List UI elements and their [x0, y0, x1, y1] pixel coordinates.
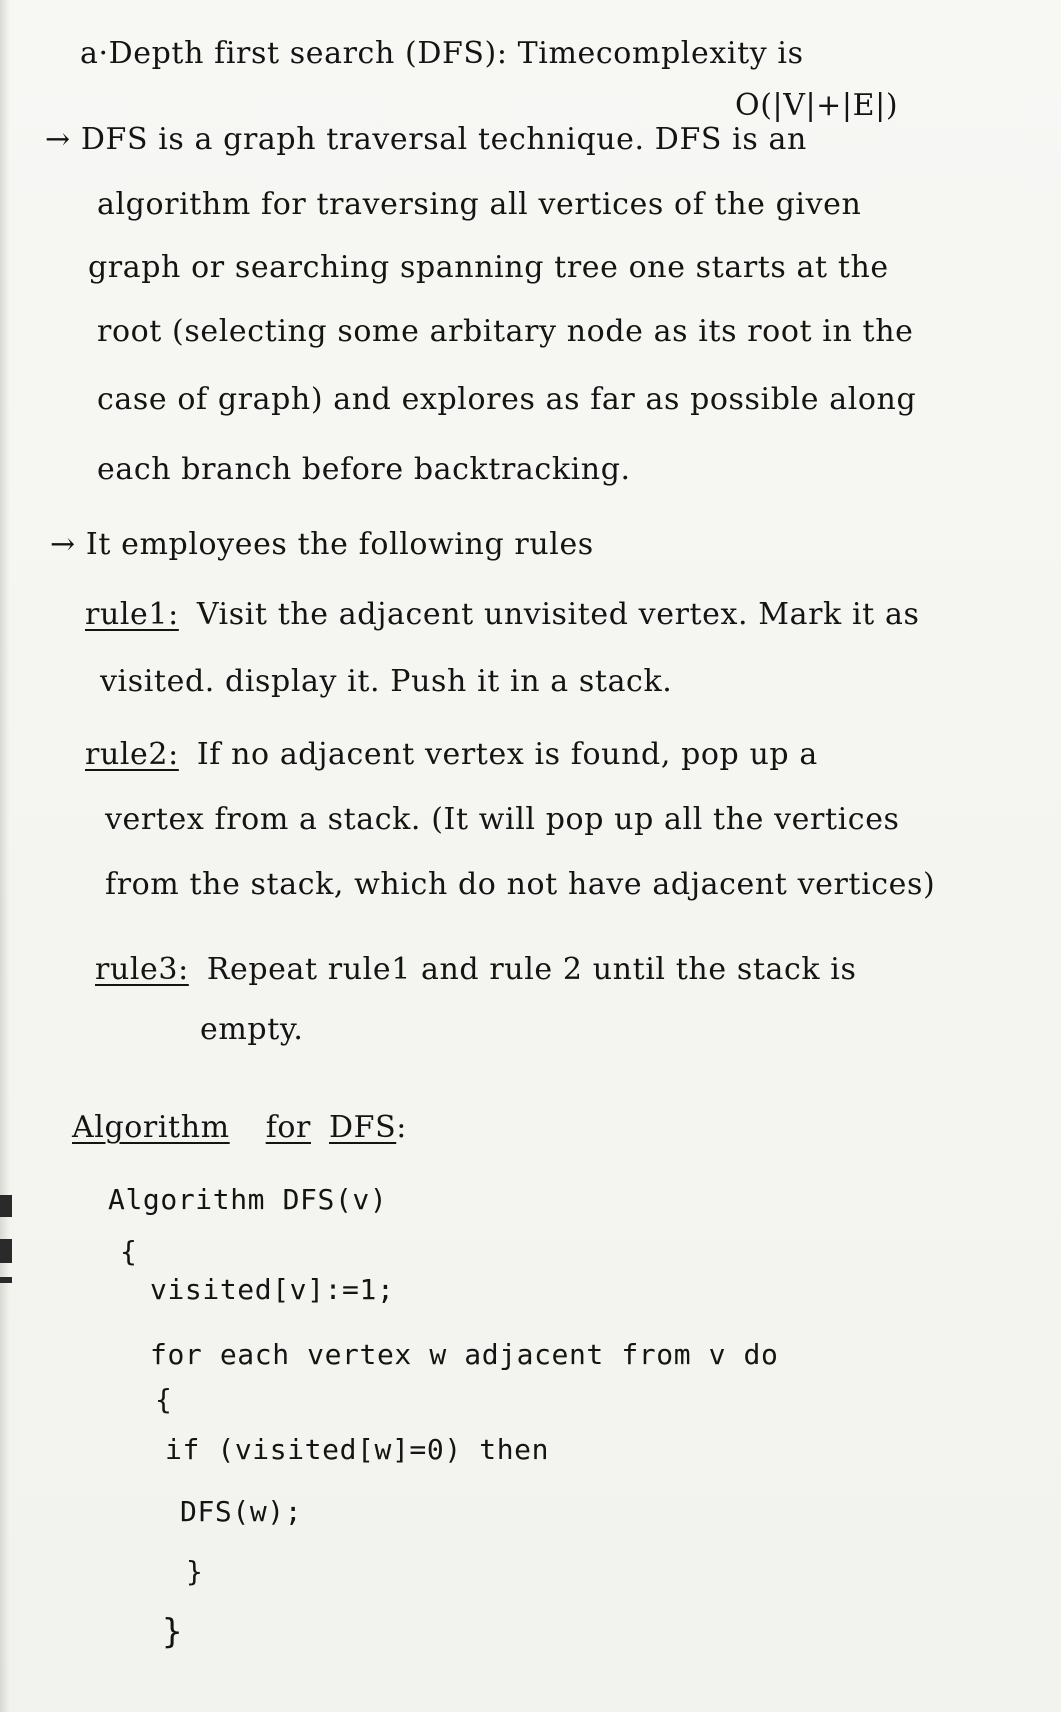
paragraph-line-3: graph or searching spanning tree one starts at the — [88, 250, 889, 285]
rule3-line-1 — [95, 950, 856, 990]
rule2-line-3: from the stack, which do not have adjacent vertices) — [105, 867, 936, 902]
code-line-1: Algorithm DFS(v) — [108, 1183, 388, 1216]
rule1-text-1: Visit the adjacent unvisited vertex. Mark it as — [196, 597, 920, 632]
algorithm-heading-colon: : — [396, 1110, 407, 1145]
code-line-2: { — [120, 1235, 138, 1268]
rule3-text-1: Repeat rule1 and rule 2 until the stack is — [206, 952, 857, 987]
rule2-line-1 — [85, 735, 818, 775]
paragraph-line-1: → DFS is a graph traversal technique. DFS is an — [45, 122, 807, 157]
paragraph-line-5: case of graph) and explores as far as possible along — [97, 382, 917, 417]
rule1-line-1 — [85, 595, 919, 635]
algorithm-heading-word-3: DFS — [329, 1110, 397, 1145]
algorithm-heading — [72, 1108, 407, 1148]
paragraph-line-2: algorithm for traversing all vertices of the given — [97, 187, 862, 222]
paragraph-line-6: each branch before backtracking. — [97, 452, 631, 487]
rules-intro: → It employees the following rules — [50, 527, 594, 562]
code-line-9: } — [162, 1612, 184, 1652]
rule2-text-1: If no adjacent vertex is found, pop up a — [196, 737, 818, 772]
heading-text: Depth first search (DFS): Timecomplexity is — [108, 36, 804, 71]
code-line-8: } — [186, 1555, 204, 1588]
heading-prefix: a· — [80, 36, 109, 71]
code-line-5: { — [155, 1383, 173, 1416]
rule1-line-2: visited. display it. Push it in a stack. — [100, 664, 673, 699]
page-margin-shadow — [0, 0, 10, 1712]
algorithm-heading-word-1: Algorithm — [72, 1110, 230, 1145]
binder-marks — [0, 1195, 14, 1285]
code-line-4: for each vertex w adjacent from v do — [150, 1338, 779, 1371]
code-line-6: if (visited[w]=0) then — [165, 1433, 550, 1466]
rule2-line-2: vertex from a stack. (It will pop up all the vertices — [105, 802, 900, 837]
time-complexity: O(|V|+|E|) — [735, 88, 899, 123]
paragraph-line-4: root (selecting some arbitary node as its root in the — [97, 314, 914, 349]
rule1-label: rule1: — [85, 597, 179, 632]
heading-line — [80, 34, 804, 74]
rule3-line-2: empty. — [200, 1012, 304, 1047]
rule3-label: rule3: — [95, 952, 189, 987]
code-line-3: visited[v]:=1; — [150, 1273, 395, 1306]
code-line-7: DFS(w); — [180, 1495, 303, 1528]
rule2-label: rule2: — [85, 737, 179, 772]
algorithm-heading-word-2: for — [265, 1110, 311, 1145]
